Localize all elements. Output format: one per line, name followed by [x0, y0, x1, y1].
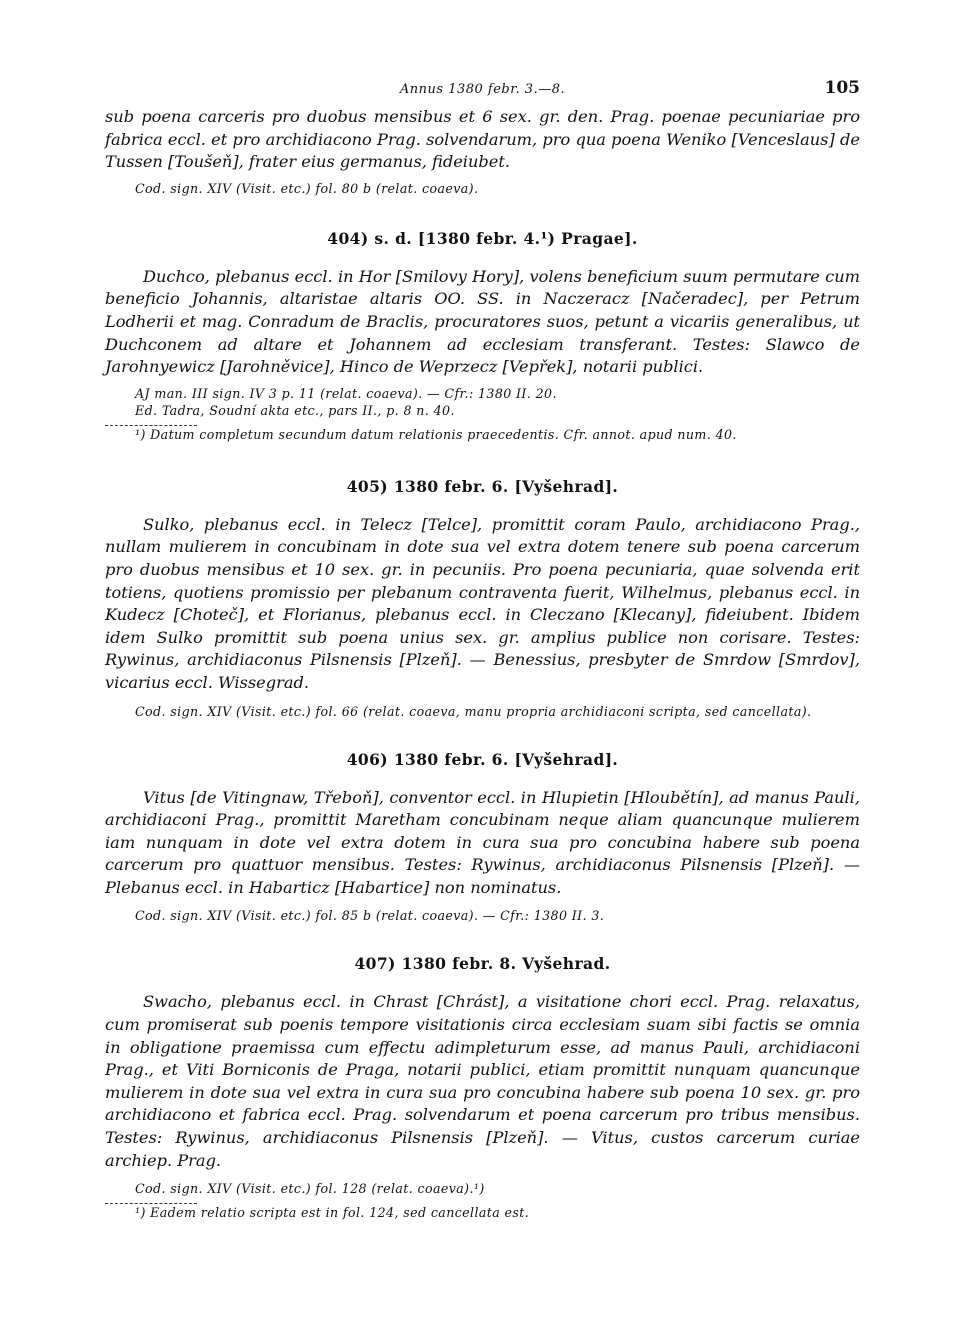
entry-heading-406: 406) 1380 febr. 6. [Vyšehrad].: [346, 749, 619, 769]
source-citation: Cod. sign. XIV (Visit. etc.) fol. 66 (relat. coaeva, manu propria archidiaconi scripta, sed cancellata).: [135, 703, 812, 719]
source-citation: Cod. sign. XIV (Visit. etc.) fol. 85 b (relat. coaeva). — Cfr.: 1380 II. 3.: [135, 908, 605, 924]
running-header: [105, 78, 860, 106]
entry-text-404: Duchco, plebanus eccl. in Hor [Smilovy Hory], volens beneficium suum permutare cum beneficio Johannis, altaristae altaris OO. SS. in Naczeracz [Načeradec], per Petrum Lodherii et mag. Conradum de Braclis, procuratores suos, petunt a vicariis generalibus, ut Duchconem ad altare et Johannem ad ecclesiam transferant. Testes: Slawco de Jarohnyewicz [Jarohněvice], Hinco de Weprzecz [Vepřek], notarii publici.: [105, 266, 860, 377]
entry-heading-405: 405) 1380 febr. 6. [Vyšehrad].: [346, 476, 619, 496]
source-citation: Cod. sign. XIV (Visit. etc.) fol. 128 (relat. coaeva).¹): [135, 1181, 485, 1197]
page-number: 105: [824, 78, 860, 98]
running-title: Annus 1380 febr. 3.—8.: [399, 82, 566, 97]
edition-citation: Ed. Tadra, Soudní akta etc., pars II., p. 8 n. 40.: [135, 402, 455, 418]
source-citation: Cod. sign. XIV (Visit. etc.) fol. 80 b (relat. coaeva).: [135, 180, 479, 196]
entry-text-407: Swacho, plebanus eccl. in Chrast [Chrást], a visitatione chori eccl. Prag. relaxatus, cum promiserat sub poenis tempore visitationis circa ecclesiam suam sibi factis se omnia in obligatione praemissa cum effectu adimpleturum esse, ad manus Pauli, archidiaconi Prag., et Viti Borniconis de Praga, notarii publici, etiam promittit nunquam quancunque mulierem in dote sua vel extra in cura sua pro concubina habere sub poena 10 sex. gr. pro archidiacono et fabrica eccl. Prag. solvendarum et poena carcerum pro tribus mensibus. Testes: Rywinus, archidiaconus Pilsnensis [Plzeň]. — Vitus, custos carcerum curiae archiep. Prag.: [105, 992, 860, 1170]
footnote: ¹) Eadem relatio scripta est in fol. 124, sed cancellata est.: [135, 1205, 530, 1221]
entry-heading-407: 407) 1380 febr. 8. Vyšehrad.: [354, 954, 611, 974]
document-page: [105, 78, 860, 1221]
entry-heading-404: 404) s. d. [1380 febr. 4.¹) Pragae].: [327, 228, 638, 248]
footnote: ¹) Datum completum secundum datum relationis praecedentis. Cfr. annot. apud num. 40.: [135, 426, 737, 442]
carryover-paragraph: sub poena carceris pro duobus mensibus et 6 sex. gr. den. Prag. poenae pecuniariae pro fabrica eccl. et pro archidiacono Prag. solvendarum, pro qua poena Weniko [Venceslaus] de Tussen [Toušeň], frater eius germanus, fideiubet.: [105, 107, 860, 172]
source-citation: AJ man. III sign. IV 3 p. 11 (relat. coaeva). — Cfr.: 1380 II. 20.: [135, 385, 557, 401]
entry-text-405: Sulko, plebanus eccl. in Telecz [Telce], promittit coram Paulo, archidiacono Prag., nullam mulierem in concubinam in dote sua vel extra dotem tenere sub poena carcerum pro duobus mensibus et 10 sex. gr. in pecuniis. Pro poena pecuniaria, quae solvenda erit totiens, quotiens promissio per plebanum contraventa fuerit, Wilhelmus, plebanus eccl. in Kudecz [Choteč], et Florianus, plebanus eccl. in Cleczano [Klecany], fideiubent. Ibidem idem Sulko promittit sub poena unius sex. gr. amplius publice non corisare. Testes: Rywinus, archidiaconus Pilsnensis [Plzeň]. — Benessius, presbyter de Smrdow [Smrdov], vicarius eccl. Wissegrad.: [105, 514, 860, 692]
entry-text-406: Vitus [de Vitingnaw, Třeboň], conventor eccl. in Hlupietin [Hloubětín], ad manus Pauli, archidiaconi Prag., promittit Maretham concubinam neque aliam quancunque mulierem iam nunquam in dote vel extra dotem in cura sua pro concubina habere sub poena carcerum pro quattuor mensibus. Testes: Rywinus, archidiaconus Pilsnensis [Plzeň]. — Plebanus eccl. in Habarticz [Habartice] non nominatus.: [105, 787, 860, 897]
